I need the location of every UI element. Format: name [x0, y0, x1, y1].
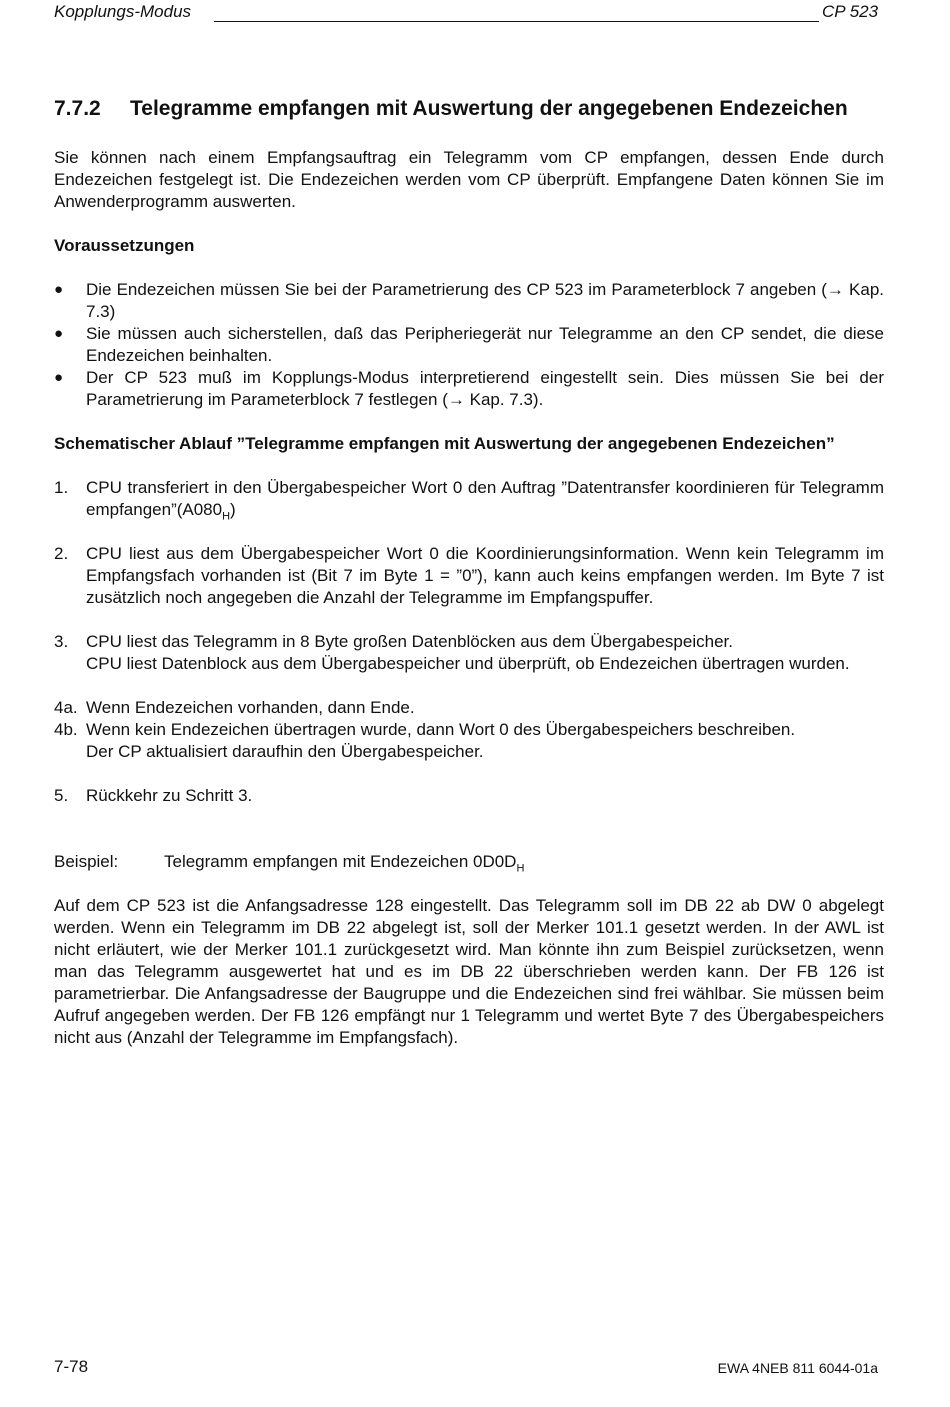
step-text-line: Der CP aktualisiert daraufhin den Übergabespeicher. — [86, 742, 484, 761]
example-line — [54, 851, 884, 873]
section-number: 7.7.2 — [54, 97, 101, 120]
hex-subscript: H — [516, 862, 525, 875]
step-text-tail: ) — [230, 500, 236, 519]
step-number: 4a. — [54, 698, 78, 717]
step-number: 3. — [54, 632, 69, 651]
list-item-text: Die Endezeichen müssen Sie bei der Parametrierung des CP 523 im Parameterblock 7 angeben (→ Kap. 7.3) — [86, 280, 884, 321]
page-content — [54, 95, 884, 1049]
list-item-text: Der CP 523 muß im Kopplungs-Modus interpretierend eingestellt sein. Dies müssen Sie bei der Parametrierung im Parameterblock 7 festlegen (→ Kap. 7.3). — [86, 368, 884, 409]
step-text — [86, 631, 884, 675]
step-text-line: Wenn kein Endezeichen übertragen wurde, dann Wort 0 des Übergabespeichers beschreiben. — [86, 720, 796, 739]
step-text-line: CPU liest das Telegramm in 8 Byte großen Datenblöcken aus dem Übergabespeicher. — [86, 632, 733, 651]
step-text: CPU liest aus dem Übergabespeicher Wort 0 die Koordinierungsinformation. Wenn kein Telegramm im Empfangsfach vorhanden ist (Bit 7 im Byte 1 = ”0”), kann auch keins empfangen werden. Im Byte 7 ist zusätzlich noch angegeben die Anzahl der Telegramme im Empfangspuffer. — [86, 544, 884, 607]
list-item — [54, 367, 884, 411]
step-item — [54, 631, 884, 675]
step-number: 2. — [54, 544, 69, 563]
step-item — [54, 477, 884, 521]
running-header-product: CP 523 — [822, 2, 879, 21]
step-text: Rückkehr zu Schritt 3. — [86, 786, 253, 805]
step-number: 1. — [54, 478, 69, 497]
step-text-main: CPU transferiert in den Übergabespeicher Wort 0 den Auftrag ”Datentransfer koordinieren für Telegramm empfangen”(A080 — [86, 478, 884, 519]
prerequisites-heading: Voraussetzungen — [54, 236, 195, 255]
step-text — [86, 719, 884, 763]
step-text — [86, 477, 884, 521]
running-header-chapter: Kopplungs-Modus — [54, 2, 192, 21]
bullet-icon: ● — [54, 325, 64, 342]
bullet-icon: ● — [54, 281, 64, 298]
list-item — [54, 323, 884, 367]
prerequisites-list — [54, 279, 884, 411]
step-item — [54, 543, 884, 609]
example-title — [164, 851, 524, 873]
section-title: Telegramme empfangen mit Auswertung der angegebenen Endezeichen — [130, 97, 848, 120]
schema-heading: Schematischer Ablauf ”Telegramme empfangen mit Auswertung der angegebenen Endezeichen” — [54, 434, 835, 453]
example-paragraph: Auf dem CP 523 ist die Anfangsadresse 128 eingestellt. Das Telegramm soll im DB 22 ab DW 0 abgelegt werden. Wenn ein Telegramm im DB 22 abgelegt ist, soll der Merker 101.1 gesetzt werden. In der AWL ist nicht erläutert, wie der Merker 101.1 zurückgesetzt wird. Man könnte ihn zum Beispiel zurücksetzen, wenn man das Telegramm ausgewertet hat und es im DB 22 überschrieben werden kann. Der FB 126 ist parametrierbar. Die Anfangsadresse der Baugruppe und die Endezeichen sind frei wählbar. Sie müssen beim Aufruf angegeben werden. Der FB 126 empfängt nur 1 Telegramm und wertet Byte 7 des Übergabespeichers nicht aus (Anzahl der Telegramme im Empfangsfach). — [54, 896, 884, 1047]
page-number: 7-78 — [54, 1357, 89, 1376]
header-rule — [214, 21, 819, 22]
step-item — [54, 697, 884, 719]
intro-paragraph: Sie können nach einem Empfangsauftrag ein Telegramm vom CP empfangen, dessen Ende durch Endezeichen festgelegt ist. Die Endezeichen werden vom CP überprüft. Empfangene Daten können Sie im Anwenderprogramm auswerten. — [54, 148, 884, 211]
example-label: Beispiel: — [54, 852, 119, 871]
step-text: Wenn Endezeichen vorhanden, dann Ende. — [86, 698, 415, 717]
step-item — [54, 785, 884, 807]
bullet-icon: ● — [54, 369, 64, 386]
step-number: 4b. — [54, 720, 78, 739]
example-title-text: Telegramm empfangen mit Endezeichen 0D0D — [164, 852, 517, 871]
hex-subscript: H — [222, 510, 231, 523]
document-id: EWA 4NEB 811 6044-01a — [717, 1360, 878, 1376]
step-text-line: CPU liest Datenblock aus dem Übergabespeicher und überprüft, ob Endezeichen übertragen wurden. — [86, 654, 850, 673]
section-heading — [54, 95, 884, 123]
step-number: 5. — [54, 786, 69, 805]
step-item — [54, 719, 884, 763]
list-item — [54, 279, 884, 323]
list-item-text: Sie müssen auch sicherstellen, daß das Peripheriegerät nur Telegramme an den CP sendet, die diese Endezeichen beinhalten. — [86, 324, 884, 365]
